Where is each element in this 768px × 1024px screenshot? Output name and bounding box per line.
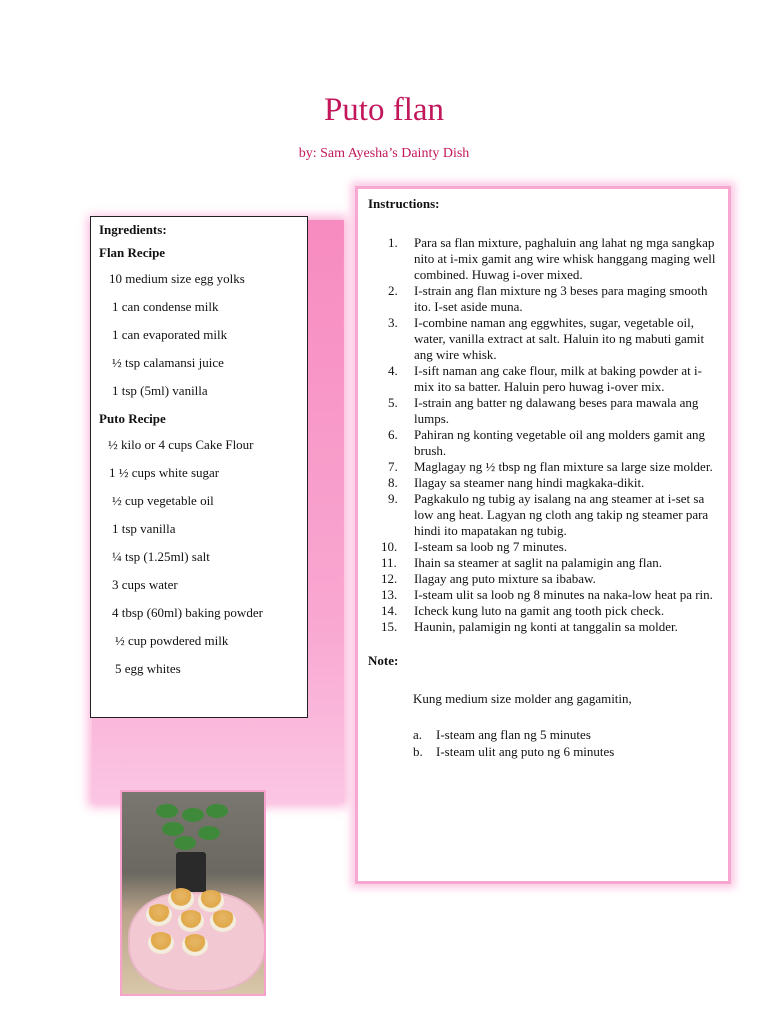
puto-ingredient: 4 tbsp (60ml) baking powder <box>112 605 263 620</box>
puto-ingredient: 1 tsp vanilla <box>112 521 176 536</box>
flan-ingredient: 1 tsp (5ml) vanilla <box>112 383 208 398</box>
puto-flan-piece <box>210 910 236 932</box>
instruction-step <box>368 491 718 539</box>
flan-ingredient: 10 medium size egg yolks <box>109 271 245 286</box>
step-number: 15. <box>381 619 398 634</box>
note-item-text: I-steam ang flan ng 5 minutes <box>436 727 591 742</box>
puto-recipe-heading: Puto Recipe <box>99 411 166 426</box>
step-number: 8. <box>388 475 398 490</box>
instruction-step <box>368 475 718 491</box>
puto-flan-photo <box>120 790 266 996</box>
step-number: 14. <box>381 603 398 618</box>
step-number: 11. <box>381 555 397 570</box>
page-title: Puto flan <box>323 92 445 128</box>
plant-leaf <box>156 804 178 818</box>
step-text: I-sift naman ang cake flour, milk at baking powder at i-mix ito sa batter. Haluin pero huwag i-over mix. <box>414 363 702 394</box>
note-item <box>368 743 718 760</box>
puto-ingredient: 5 egg whites <box>115 661 181 676</box>
step-number: 6. <box>388 427 398 442</box>
step-number: 7. <box>388 459 398 474</box>
puto-ingredient: ½ cup vegetable oil <box>112 493 214 508</box>
instruction-step <box>368 587 718 603</box>
step-text: Haunin, palamigin ng konti at tanggalin sa molder. <box>414 619 678 634</box>
instruction-step <box>368 539 718 555</box>
instruction-step <box>368 395 718 427</box>
note-item-letter: b. <box>413 744 423 759</box>
step-text: Pahiran ng konting vegetable oil ang molders gamit ang brush. <box>414 427 705 458</box>
note-intro: Kung medium size molder ang gagamitin, <box>413 691 632 706</box>
puto-ingredient: ½ kilo or 4 cups Cake Flour <box>108 437 254 452</box>
puto-flan-piece <box>198 890 224 912</box>
step-text: Ilagay ang puto mixture sa ibabaw. <box>414 571 596 586</box>
puto-ingredient: 3 cups water <box>112 577 178 592</box>
step-number: 1. <box>388 235 398 250</box>
step-number: 13. <box>381 587 398 602</box>
puto-flan-piece <box>182 934 208 956</box>
instruction-step <box>368 555 718 571</box>
step-number: 2. <box>388 283 398 298</box>
note-item <box>368 726 718 743</box>
plant-leaf <box>174 836 196 850</box>
step-text: I-strain ang flan mixture ng 3 beses para maging smooth ito. I-set aside muna. <box>414 283 708 314</box>
ingredients-box <box>90 216 308 718</box>
note-item-text: I-steam ulit ang puto ng 6 minutes <box>436 744 615 759</box>
step-number: 4. <box>388 363 398 378</box>
instruction-step <box>368 619 718 635</box>
instruction-step <box>368 363 718 395</box>
instructions-heading: Instructions: <box>368 196 440 211</box>
instructions-list <box>368 235 718 635</box>
plant-leaf <box>182 808 204 822</box>
puto-flan-piece <box>168 888 194 910</box>
puto-ingredient: 1 ½ cups white sugar <box>109 465 220 480</box>
step-text: I-steam ulit sa loob ng 8 minutes na naka-low heat pa rin. <box>414 587 713 602</box>
instruction-step <box>368 235 718 283</box>
instruction-step <box>368 283 718 315</box>
step-text: Maglagay ng ½ tbsp ng flan mixture sa large size molder. <box>414 459 713 474</box>
flan-ingredient: ½ tsp calamansi juice <box>112 355 224 370</box>
instruction-step <box>368 427 718 459</box>
step-text: I-steam sa loob ng 7 minutes. <box>414 539 568 554</box>
note-list <box>368 726 718 760</box>
ingredients-heading: Ingredients: <box>99 222 167 237</box>
step-text: Ilagay sa steamer nang hindi magkaka-dikit. <box>414 475 645 490</box>
step-text: Pagkakulo ng tubig ay isalang na ang steamer at i-set sa low ang heat. Lagyan ng cloth ang takip ng steamer para hindi ito mapatakan ng tubig. <box>414 491 709 538</box>
instruction-step <box>368 459 718 475</box>
step-text: I-strain ang batter ng dalawang beses para mawala ang lumps. <box>414 395 699 426</box>
instruction-step <box>368 603 718 619</box>
flan-recipe-heading: Flan Recipe <box>99 245 166 260</box>
puto-ingredient: ½ cup powdered milk <box>115 633 229 648</box>
puto-flan-piece <box>148 932 174 954</box>
step-text: Para sa flan mixture, paghaluin ang lahat ng mga sangkap nito at i-mix gamit ang wire whisk hanggang maging well combined. Huwag i-over mixed. <box>414 235 716 282</box>
plant-leaf <box>162 822 184 836</box>
note-heading: Note: <box>368 653 399 668</box>
instruction-step <box>368 315 718 363</box>
note-item-letter: a. <box>413 727 423 742</box>
instructions-box <box>355 186 731 884</box>
step-text: Ihain sa steamer at saglit na palamigin ang flan. <box>414 555 662 570</box>
byline: by: Sam Ayesha’s Dainty Dish <box>298 146 470 161</box>
instruction-step <box>368 571 718 587</box>
plant-leaf <box>198 826 220 840</box>
puto-flan-piece <box>178 910 204 932</box>
step-number: 10. <box>381 539 398 554</box>
step-text: I-combine naman ang eggwhites, sugar, vegetable oil, water, vanilla extract at salt. Haluin ito ng mabuti gamit ang wire whisk. <box>414 315 705 362</box>
puto-ingredient: ¼ tsp (1.25ml) salt <box>112 549 210 564</box>
flan-ingredient: 1 can evaporated milk <box>112 327 228 342</box>
step-number: 5. <box>388 395 398 410</box>
step-text: Icheck kung luto na gamit ang tooth pick check. <box>414 603 665 618</box>
step-number: 9. <box>388 491 398 506</box>
plant-leaf <box>206 804 228 818</box>
step-number: 3. <box>388 315 398 330</box>
step-number: 12. <box>381 571 398 586</box>
puto-flan-piece <box>146 904 172 926</box>
flan-ingredient: 1 can condense milk <box>112 299 219 314</box>
